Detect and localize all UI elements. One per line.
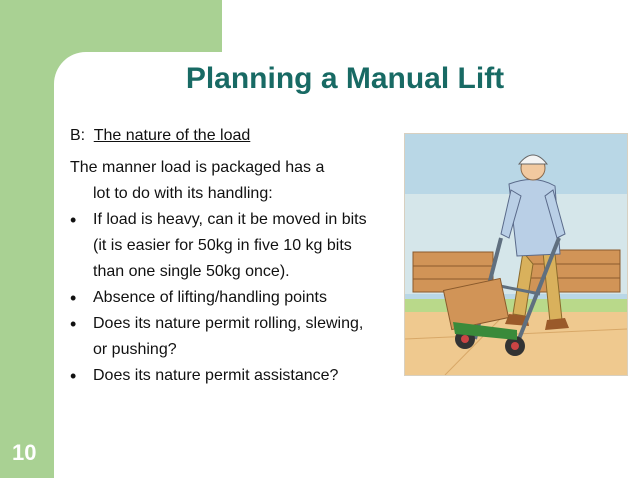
section-prefix: B: [70, 127, 86, 144]
section-heading-text: The nature of the load [93, 127, 251, 144]
section-heading [70, 127, 250, 145]
bullet-list [70, 207, 380, 389]
intro-line-2: lot to do with its handling: [93, 185, 273, 202]
slide-title: Planning a Manual Lift [185, 62, 505, 95]
intro-line-1: The manner load is packaged has a [70, 159, 325, 176]
bullet-item: • Does its nature permit rolling, slewing, or pushing? [70, 311, 380, 363]
bullet-icon: • [70, 288, 77, 308]
bullet-icon: • [70, 210, 77, 230]
bullet-item: • Does its nature permit assistance? [70, 363, 380, 389]
bullet-item: • Absence of lifting/handling points [70, 285, 380, 311]
body-text [70, 155, 380, 389]
hand-truck-worker-illustration [404, 133, 628, 376]
left-green-band [0, 0, 54, 478]
bullet-icon: • [70, 366, 77, 386]
bullet-icon: • [70, 314, 77, 334]
page-number: 10 [12, 440, 37, 465]
bullet-item: • If load is heavy, can it be moved in bits (it is easier for 50kg in five 10 kg bits than one single 50kg once). [70, 207, 380, 285]
top-white-band [222, 0, 638, 52]
intro-paragraph [70, 155, 380, 207]
